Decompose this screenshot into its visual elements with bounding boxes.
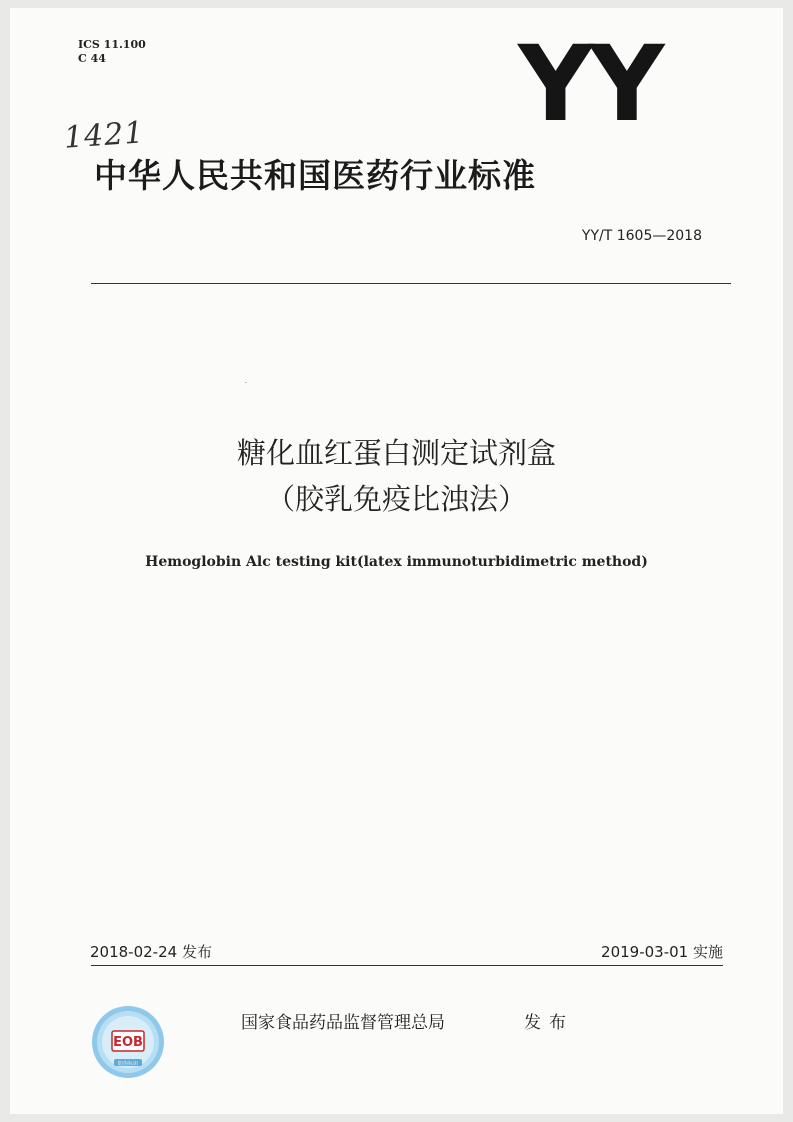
paper-speck <box>245 382 247 383</box>
handwritten-note: 1421 <box>62 115 146 156</box>
ccs-code: C 44 <box>78 52 106 65</box>
title-line-2: （胶乳免疫比浊法） <box>265 482 527 516</box>
classification-codes <box>78 38 146 66</box>
header-divider <box>91 283 731 284</box>
footer-divider <box>91 965 723 966</box>
document-title-chinese <box>0 430 793 522</box>
issue-date: 2018-02-24 发布 <box>90 943 212 961</box>
standard-number: YY/T 1605—2018 <box>581 228 702 244</box>
publish-label: 发布 <box>524 1013 574 1033</box>
seal-label: 防伪标识 <box>117 1061 139 1067</box>
svg-text:EOB: EOB <box>113 1035 143 1050</box>
standard-organization-title: 中华人民共和国医药行业标准 <box>94 156 536 195</box>
title-line-1: 糖化血红蛋白测定试剂盒 <box>236 436 556 470</box>
implementation-date: 2019-03-01 实施 <box>601 943 723 961</box>
ics-code: ICS 11.100 <box>78 38 146 51</box>
document-title-english: Hemoglobin Alc testing kit(latex immunoturbidimetric method) <box>145 554 648 570</box>
publisher-name: 国家食品药品监督管理总局 <box>241 1013 445 1033</box>
anti-counterfeit-seal-icon <box>90 1004 166 1080</box>
standard-mark: YY <box>518 23 661 145</box>
